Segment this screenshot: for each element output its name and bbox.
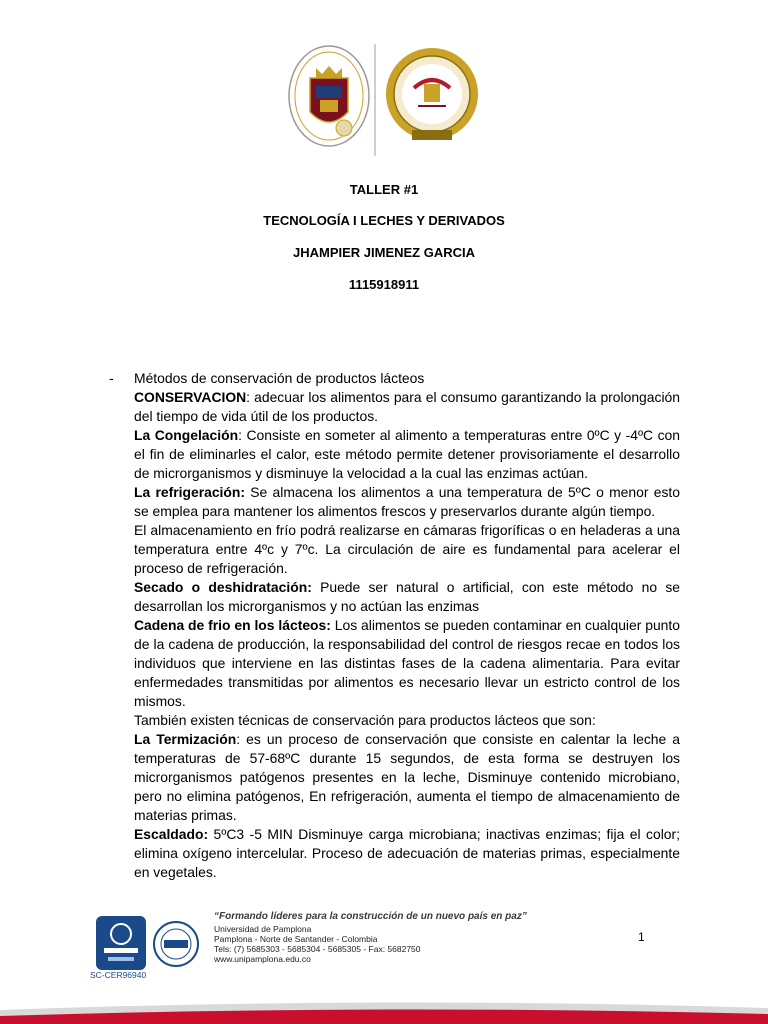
paragraph-tecnicas: También existen técnicas de conservación para productos lácteos que son: [134,712,596,728]
footer-phones: Tels: (7) 5685303 - 5685304 - 5685305 - Fax: 5682750 [214,944,421,954]
footer-stripe [0,994,768,1024]
paragraph-conservacion [134,388,680,426]
term: Cadena de frio en los lácteos: [134,617,331,633]
bullet-dash: - [109,370,114,386]
definition: Se almacena los alimentos a una temperatura de 5ºC o menor esto se emplea para mantener los alimentos frescos y preservarlos durante algún tiempo. [134,484,680,519]
paragraph-cadena-frio [134,616,680,711]
paragraph-refrigeracion [134,483,680,521]
certificate-code: SC-CER96940 [90,970,147,980]
author-name: JHAMPIER JIMENEZ GARCIA [292,245,476,260]
doc-title: TALLER #1 [349,182,419,197]
paragraph-almacenamiento: El almacenamiento en frío podrá realizarse en cámaras frigoríficas o en heladeras a una temperatura entre 4ºc y 7ºc. La circulación de aire es fundamental para acelerar el proceso de refrigeración. [134,522,680,576]
definition: : adecuar los alimentos para el consumo garantizando la prolongación del tiempo de vida útil de los productos. [134,389,680,424]
footer-contact [214,912,527,964]
header-logos [286,40,482,160]
paragraph-termizacion [134,730,680,825]
definition: : es un proceso de conservación que consiste en calentar la leche a temperaturas de 57-68ºC durante 15 segundos, de esta forma se destruyen los microrganismos patógenos presentes en la leche, Disminuye contenido microbiano, pero no elimina patógenos, En refrigeración, aumenta el tiempo de almacenamiento de materias primas. [134,731,680,823]
footer-institution: Universidad de Pamplona [214,924,312,934]
term: La refrigeración: [134,484,246,500]
document-body [109,369,681,882]
page-number: 1 [638,930,645,944]
footer-motto: “Formando líderes para la construcción de un nuevo país en paz” [214,911,527,922]
paragraph-escaldado [134,825,680,882]
term: CONSERVACION [134,389,247,405]
iqnet-certification-icon [152,920,200,968]
paragraph-secado [134,578,680,616]
definition: : Consiste en someter al alimento a temperaturas entre 0ºC y -4ºC con el fin de eliminarles el calor, este método permite detener provisoriamente el desarrollo de microrganismos y disminuye la velocidad a la cual las enzimas actúan. [134,427,681,481]
footer-website[interactable]: www.unipamplona.edu.co [214,954,311,964]
term: Escaldado: [134,826,209,842]
definition: 5ºC3 -5 MIN Disminuye carga microbiana; inactivas enzimas; fija el color; elimina oxígeno intercelular. Proceso de adecuación de materias primas, especialmente en vegetales. [134,826,680,880]
logo-divider [374,44,376,156]
definition: Los alimentos se pueden contaminar en cualquier punto de la cadena de producción, la responsabilidad del control de riesgos recae en todos los individuos que interviene en las distintas fases de la cadena alimentaria. Para evitar enfermedades transmitidas por alimentos es necesario llevar un estricto control de los mismos. [134,617,680,709]
universidad-de-pamplona-seal-icon [286,42,372,154]
page-footer [0,908,768,1024]
term: La Termización [134,731,237,747]
term: Secado o deshidratación: [134,579,312,595]
footer-location: Pamplona - Norte de Santander - Colombia [214,934,378,944]
student-id: 1115918911 [348,277,420,292]
section-intro: Métodos de conservación de productos lácteos [134,370,425,386]
paragraph-congelacion [134,426,680,483]
list-item [109,369,680,388]
term: La Congelación [134,427,239,443]
definition: Puede ser natural o artificial, con este método no se desarrollan los microrganismos y no actúan las enzimas [134,579,680,614]
course-title: TECNOLOGÍA I LECHES Y DERIVADOS [263,213,505,228]
acreditacion-institucional-seal-icon [384,44,480,148]
